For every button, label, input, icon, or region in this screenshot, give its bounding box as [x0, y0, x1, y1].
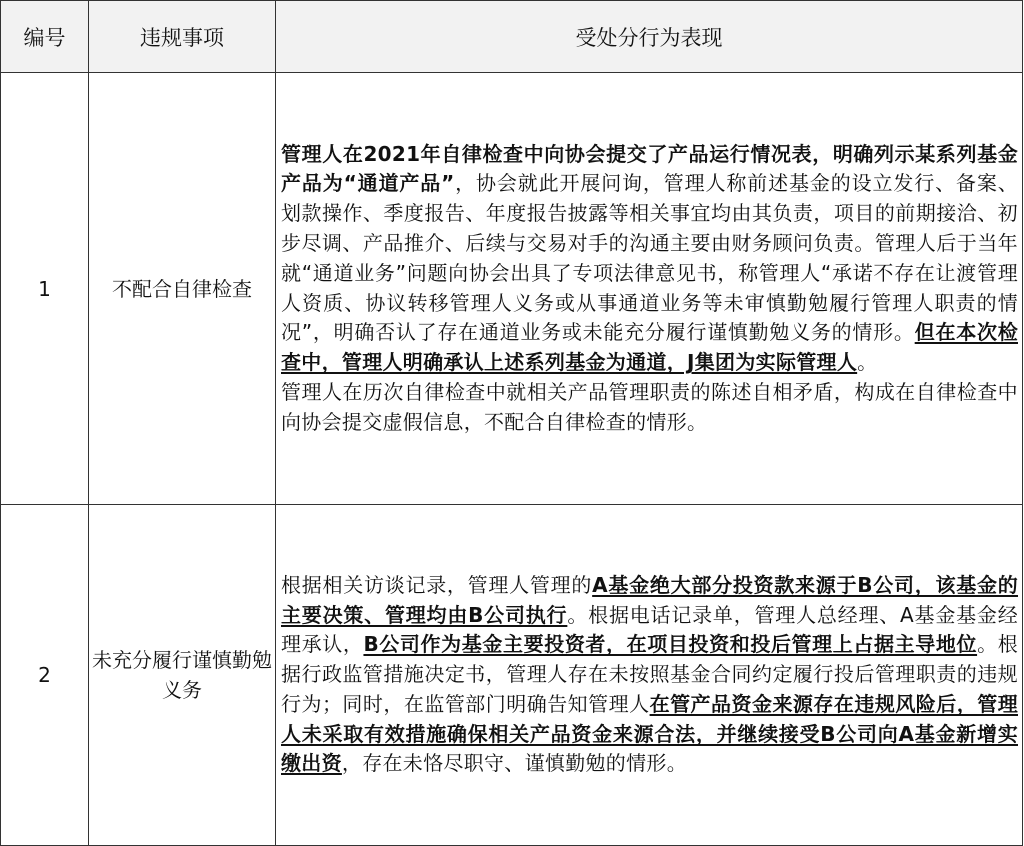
- text-segment: 管理人在2021年自律检查中向协会提交了产品运行情况表，明确列示某系列基金产品为“通道产品”: [281, 141, 1018, 196]
- text-segment: 根据相关访谈记录，管理人管理的: [281, 572, 593, 597]
- violation-item: 未充分履行谨慎勤勉义务: [89, 505, 276, 846]
- text-segment: 。根据行政监管措施决定书，管理人存在未按照基金合同约定履行投后管理职责的违规行为；同时，在监管部门明确告知管理人: [281, 632, 1018, 716]
- text-segment: ，协会就此开展问询，管理人称前述基金的设立发行、备案、划款操作、季度报告、年度报告披露等相关事宜均由其负责，项目的前期接洽、初步尽调、产品推介、后续与交易对手的沟通主要由财务顾问负责。管理人后于当年就“通道业务”问题向协会出具了专项法律意见书，称管理人“承诺不存在让渡管理人资质、协议转移管理人义务或从事通道业务等未审慎勤勉履行管理人职责的情况”，明确否认了存在通道业务或未能充分履行谨慎勤勉义务的情形。: [281, 171, 1018, 345]
- header-no: 编号: [1, 1, 89, 73]
- description-paragraph: [281, 571, 1018, 780]
- header-violation-item: 违规事项: [89, 1, 276, 73]
- table-row: [1, 505, 1023, 846]
- description-paragraph: [281, 140, 1018, 378]
- text-segment: 。: [857, 350, 878, 375]
- violation-item: 不配合自律检查: [89, 73, 276, 505]
- row-number: 1: [1, 73, 89, 505]
- text-segment: 在管产品资金来源存在违规风险后，管理人未采取有效措施确保相关产品资金来源合法，并继续接受B公司向A基金新增实缴出资: [281, 691, 1018, 776]
- behavior-description: [276, 505, 1023, 846]
- text-segment: 但在本次检查中，管理人明确承认上述系列基金为通道，J集团为实际管理人: [281, 320, 1018, 375]
- text-segment: A基金绝大部分投资款来源于B公司，该基金的主要决策、管理均由B公司执行: [281, 572, 1019, 627]
- text-segment: B公司作为基金主要投资者，在项目投资和投后管理上占据主导地位: [363, 632, 978, 657]
- header-row: [1, 1, 1023, 73]
- table-row: [1, 73, 1023, 505]
- behavior-description: [276, 73, 1023, 505]
- header-behavior: 受处分行为表现: [276, 1, 1023, 73]
- description-paragraph: 管理人在历次自律检查中就相关产品管理职责的陈述自相矛盾，构成在自律检查中向协会提交虚假信息，不配合自律检查的情形。: [281, 379, 1018, 434]
- text-segment: ，存在未恪尽职守、谨慎勤勉的情形。: [341, 751, 688, 776]
- row-number: 2: [1, 505, 89, 846]
- text-segment: 。根据电话记录单，管理人总经理、A基金基金经理承认，: [281, 602, 1018, 657]
